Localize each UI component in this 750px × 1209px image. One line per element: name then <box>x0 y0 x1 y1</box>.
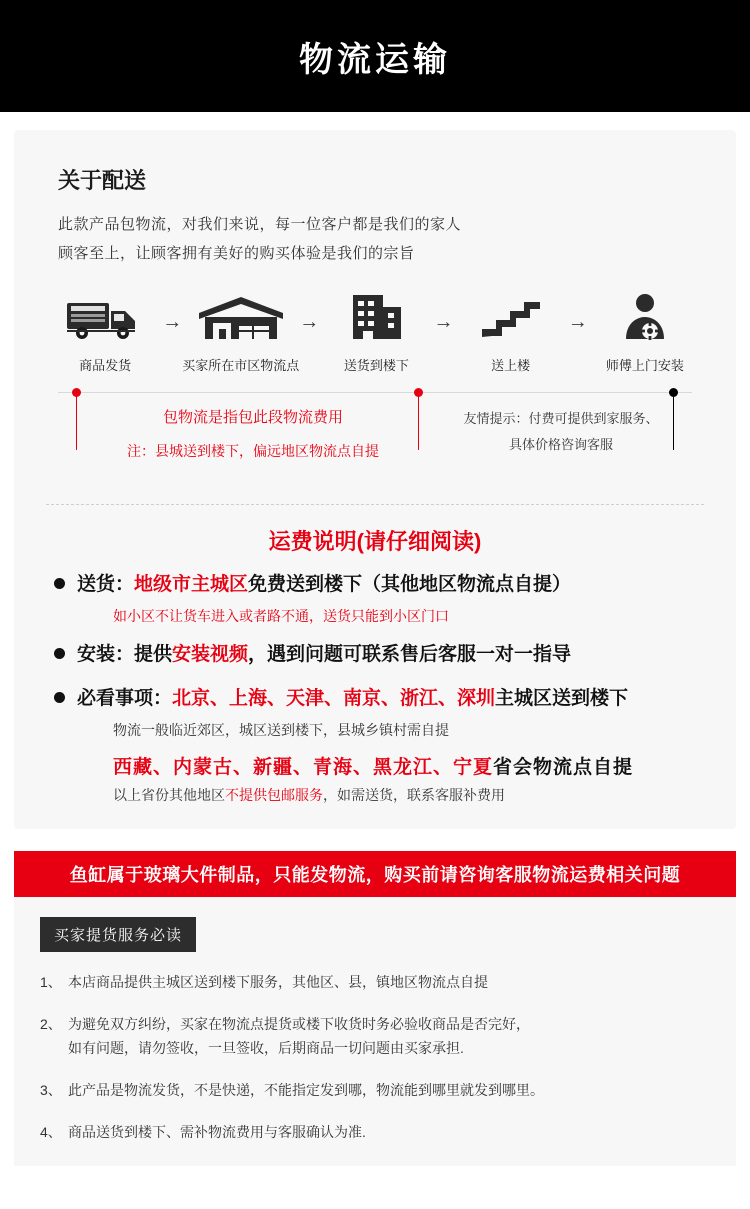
bracket-note-red-sub: 注：县城送到楼下，偏远地区物流点自提 <box>127 443 379 459</box>
fee-title-paren: (请仔细阅读) <box>356 529 482 554</box>
bullet-dot-icon <box>54 648 65 659</box>
fee-item-1-prefix: 送货： <box>77 574 135 595</box>
warning-wrap <box>0 851 750 897</box>
flow-step-1-label: 商品发货 <box>79 358 132 373</box>
delivery-flow <box>48 289 702 374</box>
installer-icon <box>617 289 673 343</box>
bracket-line <box>58 392 692 393</box>
fee-item-2-prefix: 安装： <box>77 644 135 665</box>
bracket-vline-mid <box>418 392 419 450</box>
flow-step-4 <box>454 289 568 374</box>
page-title: 物流运输 <box>299 40 451 79</box>
note-number: 4、 <box>40 1124 62 1140</box>
delivery-card <box>14 130 736 829</box>
bracket-note-red <box>88 406 418 461</box>
fee-section-title <box>42 525 708 556</box>
flow-arrow-2: → <box>299 311 320 333</box>
bracket-note-gray <box>426 406 696 458</box>
flow-step-5 <box>588 289 702 374</box>
fee-item-1 <box>48 570 708 626</box>
flow-arrow-1: → <box>162 311 183 333</box>
flow-step-2-label: 买家所在市区物流点 <box>182 358 300 373</box>
fee-item-3-sub2-suffix: ，如需送货，联系客服补费用 <box>323 787 505 803</box>
fee-item-3-main <box>77 684 708 714</box>
note-item <box>40 970 710 994</box>
fee-item-3-line-red-tail: 省会物流点自提 <box>493 757 634 778</box>
note-text-line-1: 为避免双方纠纷，买家在物流点提货或楼下收货时务必验收商品是否完好， <box>68 1016 530 1032</box>
note-item <box>40 1120 710 1144</box>
note-text <box>68 970 710 994</box>
delivery-intro-line-1: 此款产品包物流，对我们来说，每一位客户都是我们的家人 <box>58 216 462 233</box>
note-text <box>68 1120 710 1144</box>
fee-item-1-body <box>77 570 708 626</box>
fee-item-3-line-red <box>113 752 708 779</box>
flow-step-2 <box>182 289 299 374</box>
fee-item-3-sub: 物流一般临近郊区，城区送到楼下，县城乡镇村需自提 <box>113 722 449 738</box>
fee-item-1-sub: 如小区不让货车进入或者路不通，送货只能到小区门口 <box>113 608 449 624</box>
note-text-line-1: 商品送货到楼下、需补物流费用与客服确认为准. <box>68 1124 366 1140</box>
note-item <box>40 1012 710 1060</box>
delivery-section-title: 关于配送 <box>58 168 147 193</box>
note-number: 2、 <box>40 1016 62 1032</box>
note-text <box>68 1078 710 1102</box>
fee-item-2 <box>48 640 708 670</box>
note-text-line-1: 此产品是物流发货，不是快递，不能指定发到哪，物流能到哪里就发到哪里。 <box>68 1082 544 1098</box>
note-item <box>40 1078 710 1102</box>
flow-step-1 <box>48 289 162 374</box>
fee-item-1-suffix: 免费送到楼下（其他地区物流点自提） <box>248 574 572 595</box>
bracket-vline-start <box>76 392 77 450</box>
flow-arrow-3: → <box>433 311 454 333</box>
truck-icon <box>65 289 145 343</box>
bracket-note-gray-line-1: 友情提示：付费可提供到家服务、 <box>463 411 659 426</box>
section-divider <box>46 504 704 505</box>
fee-title-main: 运费说明 <box>268 529 357 554</box>
warning-banner: 鱼缸属于玻璃大件制品，只能发物流，购买前请咨询客服物流运费相关问题 <box>14 851 736 897</box>
fee-item-3-prefix: 必看事项： <box>77 688 173 709</box>
flow-step-3 <box>319 289 433 374</box>
building-icon <box>345 289 407 343</box>
notes-wrap <box>0 897 750 1194</box>
stairs-icon <box>478 289 544 343</box>
warehouse-icon <box>195 289 287 343</box>
fee-item-3-body <box>77 684 708 805</box>
delivery-intro-line-2: 顾客至上，让顾客拥有美好的购买体验是我们的宗旨 <box>58 245 415 262</box>
fee-item-3-suffix: 主城区送到楼下 <box>495 688 629 709</box>
flow-step-3-label: 送货到楼下 <box>343 358 409 373</box>
main-card-wrap <box>0 112 750 829</box>
flow-step-4-label: 送上楼 <box>491 358 531 373</box>
fee-item-2-body <box>77 640 708 670</box>
fee-item-3-sub2-prefix: 以上省份其他地区 <box>113 787 225 803</box>
fee-item-2-highlight: 安装视频 <box>172 644 249 665</box>
note-text-line-2: 如有问题，请勿签收，一旦签收，后期商品一切问题由买家承担. <box>68 1040 464 1056</box>
flow-step-5-label: 师傅上门安装 <box>605 358 684 373</box>
fee-item-1-highlight: 地级市主城区 <box>134 574 249 595</box>
fee-item-3-highlight: 北京、上海、天津、南京、浙江、深圳 <box>172 688 496 709</box>
note-number: 3、 <box>40 1082 62 1098</box>
notes-badge: 买家提货服务必读 <box>40 917 196 952</box>
page-header <box>0 0 750 112</box>
note-text-line-1: 本店商品提供主城区送到楼下服务，其他区、县，镇地区物流点自提 <box>68 974 488 990</box>
notes-card <box>14 897 736 1166</box>
fee-item-3-line-red-provinces: 西藏、内蒙古、新疆、青海、黑龙江、宁夏 <box>113 757 494 778</box>
fee-item-1-main <box>77 570 708 600</box>
note-number: 1、 <box>40 974 62 990</box>
bracket-notes <box>48 392 702 478</box>
fee-item-3-sub2-red: 不提供包邮服务 <box>225 787 323 803</box>
bullet-dot-icon <box>54 578 65 589</box>
fee-item-2-mid: 提供 <box>134 644 173 665</box>
fee-item-3-sub2 <box>113 785 708 805</box>
flow-arrow-4: → <box>567 311 588 333</box>
note-text <box>68 1012 710 1060</box>
bracket-note-red-main: 包物流是指包此段物流费用 <box>162 409 343 426</box>
bullet-dot-icon <box>54 692 65 703</box>
fee-item-2-main <box>77 640 708 670</box>
bracket-note-gray-line-2: 具体价格咨询客服 <box>508 437 613 452</box>
fee-item-2-suffix: ，遇到问题可联系售后客服一对一指导 <box>248 644 572 665</box>
fee-item-3 <box>48 684 708 805</box>
